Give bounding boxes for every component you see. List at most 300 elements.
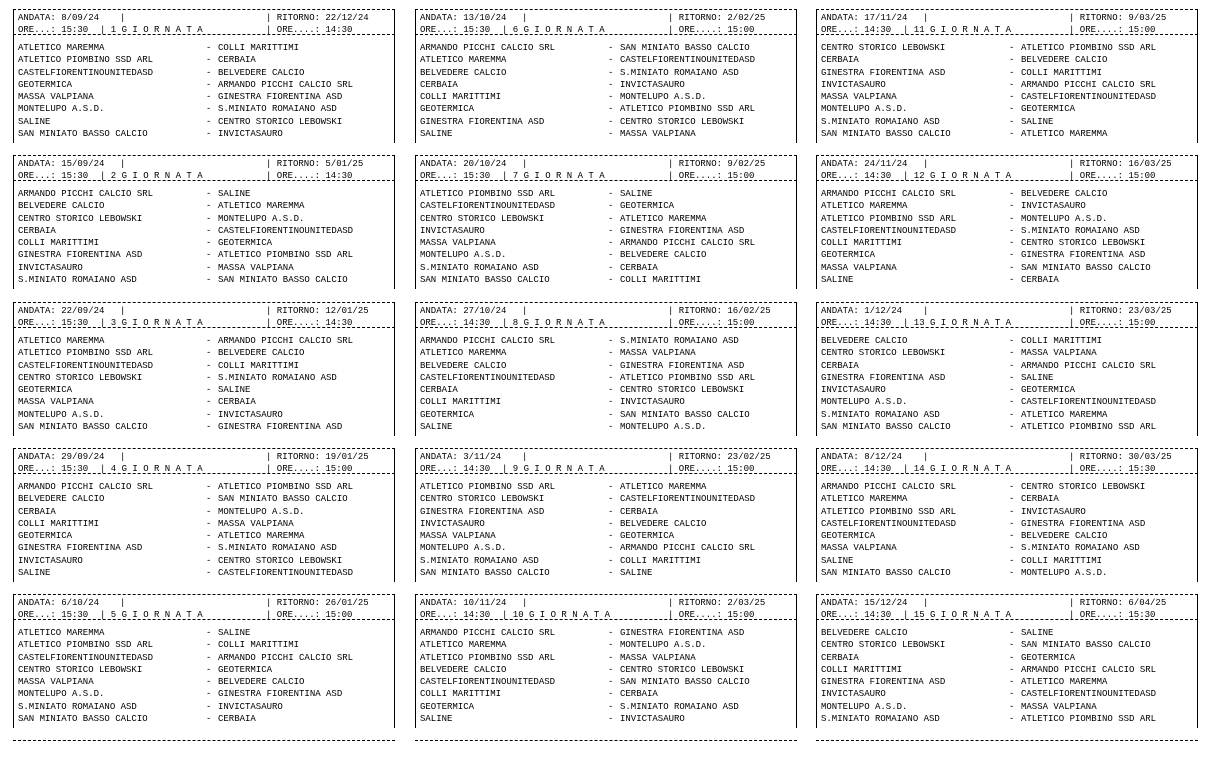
ritorno-date: | RITORNO: 2/02/25 xyxy=(668,13,766,23)
away-team: ARMANDO PICCHI CALCIO SRL xyxy=(620,238,756,249)
home-team: MASSA VALPIANA xyxy=(420,238,496,249)
match-dash: - xyxy=(608,664,614,675)
round-header-line-times xyxy=(817,170,1197,182)
match-row xyxy=(14,347,394,359)
away-team: COLLI MARITTIMI xyxy=(1021,336,1103,346)
round-header-line-dates xyxy=(14,158,394,170)
match-row xyxy=(817,372,1197,384)
home-team: ARMANDO PICCHI CALCIO SRL xyxy=(420,336,556,346)
match-dash: - xyxy=(206,275,212,286)
match-dash: - xyxy=(1009,506,1015,517)
andata-date: ANDATA: 8/12/24 xyxy=(821,452,903,462)
match-dash: - xyxy=(1009,348,1015,359)
away-team: INVICTASAURO xyxy=(1021,201,1086,212)
home-team: GEOTERMICA xyxy=(420,104,475,115)
home-team: S.MINIATO ROMAIANO ASD xyxy=(420,555,539,566)
home-team: SAN MINIATO BASSO CALCIO xyxy=(18,422,148,433)
match-row xyxy=(817,652,1197,664)
andata-time: ORE...: 14:30 xyxy=(821,464,892,474)
round-header-line-dates xyxy=(416,158,796,170)
match-dash: - xyxy=(608,201,614,212)
home-team: GEOTERMICA xyxy=(821,250,876,261)
home-team: GEOTERMICA xyxy=(821,531,876,542)
match-row xyxy=(817,42,1197,54)
home-team: GEOTERMICA xyxy=(18,79,73,90)
home-team: S.MINIATO ROMAIANO ASD xyxy=(821,409,940,420)
home-team: COLLI MARITTIMI xyxy=(821,664,903,675)
match-dash: - xyxy=(608,494,614,505)
match-row xyxy=(817,213,1197,225)
match-dash: - xyxy=(206,640,212,651)
away-team: GINESTRA FIORENTINA ASD xyxy=(218,92,343,103)
match-list xyxy=(816,328,1198,436)
match-row xyxy=(416,67,796,79)
home-team: COLLI MARITTIMI xyxy=(18,518,100,529)
home-team: SALINE xyxy=(18,116,51,127)
match-row xyxy=(14,664,394,676)
match-row xyxy=(14,372,394,384)
round-header-line-dates xyxy=(14,451,394,463)
round-header xyxy=(415,594,797,619)
away-team: INVICTASAURO xyxy=(620,79,685,90)
match-row xyxy=(14,506,394,518)
match-dash: - xyxy=(1009,518,1015,529)
match-row xyxy=(416,676,796,688)
giornata-title: | 3 G I O R N A T A xyxy=(100,318,203,328)
match-dash: - xyxy=(206,555,212,566)
away-team: GEOTERMICA xyxy=(1021,104,1076,115)
match-dash: - xyxy=(1009,225,1015,236)
away-team: SALINE xyxy=(1021,372,1054,383)
home-team: ATLETICO PIOMBINO SSD ARL xyxy=(18,348,154,359)
round-block xyxy=(816,302,1198,448)
home-team: CASTELFIORENTINOUNITEDASD xyxy=(420,372,556,383)
match-row xyxy=(14,713,394,725)
away-team: ATLETICO MAREMMA xyxy=(1021,677,1108,688)
match-dash: - xyxy=(608,79,614,90)
away-team: CASTELFIORENTINOUNITEDASD xyxy=(1021,92,1157,103)
away-team: CASTELFIORENTINOUNITEDASD xyxy=(218,568,354,579)
home-team: GEOTERMICA xyxy=(18,531,73,542)
match-row xyxy=(14,360,394,372)
away-team: ARMANDO PICCHI CALCIO SRL xyxy=(1021,664,1157,675)
round-header-line-dates xyxy=(416,597,796,609)
home-team: MASSA VALPIANA xyxy=(18,677,94,688)
home-team: ATLETICO PIOMBINO SSD ARL xyxy=(420,482,556,492)
home-team: CASTELFIORENTINOUNITEDASD xyxy=(420,201,556,212)
home-team: GEOTERMICA xyxy=(420,409,475,420)
andata-time: ORE...: 14:30 xyxy=(821,171,892,181)
match-row xyxy=(416,237,796,249)
round-header-line-dates xyxy=(817,451,1197,463)
match-dash: - xyxy=(206,628,212,638)
round-header-line-dates xyxy=(14,305,394,317)
round-header-line-dates xyxy=(14,597,394,609)
away-team: CENTRO STORICO LEBOWSKI xyxy=(620,116,745,127)
home-team: SALINE xyxy=(821,275,854,286)
match-row xyxy=(416,506,796,518)
ritorno-time: | ORE....: 15:30 xyxy=(1069,464,1156,474)
away-team: S.MINIATO ROMAIANO ASD xyxy=(218,372,337,383)
home-team: CENTRO STORICO LEBOWSKI xyxy=(18,664,143,675)
away-team: COLLI MARITTIMI xyxy=(620,555,702,566)
match-dash: - xyxy=(206,568,212,579)
home-team: CENTRO STORICO LEBOWSKI xyxy=(420,213,545,224)
match-dash: - xyxy=(608,385,614,396)
away-team: COLLI MARITTIMI xyxy=(218,43,300,53)
match-dash: - xyxy=(1009,238,1015,249)
home-team: ATLETICO MAREMMA xyxy=(18,336,105,346)
home-team: INVICTASAURO xyxy=(821,385,886,396)
giornata-title: | 2 G I O R N A T A xyxy=(100,171,203,181)
round-header-line-times xyxy=(817,24,1197,36)
match-dash: - xyxy=(1009,67,1015,78)
away-team: S.MINIATO ROMAIANO ASD xyxy=(620,701,739,712)
home-team: SAN MINIATO BASSO CALCIO xyxy=(420,275,550,286)
match-dash: - xyxy=(206,189,212,199)
home-team: S.MINIATO ROMAIANO ASD xyxy=(821,116,940,127)
match-row xyxy=(416,188,796,200)
away-team: S.MINIATO ROMAIANO ASD xyxy=(620,336,739,346)
home-team: SAN MINIATO BASSO CALCIO xyxy=(18,129,148,140)
match-row xyxy=(817,493,1197,505)
round-header xyxy=(13,594,395,619)
away-team: GINESTRA FIORENTINA ASD xyxy=(620,225,745,236)
home-team: INVICTASAURO xyxy=(18,555,83,566)
match-row xyxy=(14,237,394,249)
match-row xyxy=(14,79,394,91)
home-team: GEOTERMICA xyxy=(420,701,475,712)
away-team: S.MINIATO ROMAIANO ASD xyxy=(218,104,337,115)
ritorno-time: | ORE....: 15:00 xyxy=(266,610,353,620)
match-dash: - xyxy=(206,652,212,663)
andata-time: ORE...: 14:30 xyxy=(821,25,892,35)
round-header-line-times xyxy=(14,463,394,475)
andata-date: ANDATA: 15/09/24 xyxy=(18,159,105,169)
match-dash: - xyxy=(608,568,614,579)
round-header xyxy=(816,155,1198,180)
home-team: GEOTERMICA xyxy=(18,385,73,396)
match-list xyxy=(415,181,797,289)
andata-time: ORE...: 15:30 xyxy=(18,464,89,474)
home-team: ATLETICO PIOMBINO SSD ARL xyxy=(18,640,154,651)
match-row xyxy=(14,701,394,713)
match-row xyxy=(416,713,796,725)
match-row xyxy=(416,360,796,372)
match-dash: - xyxy=(1009,664,1015,675)
match-row xyxy=(416,347,796,359)
home-team: CERBAIA xyxy=(821,55,859,66)
match-row xyxy=(14,676,394,688)
ritorno-time: | ORE....: 15:00 xyxy=(668,610,755,620)
round-header-line-times xyxy=(416,317,796,329)
ritorno-date: | RITORNO: 23/03/25 xyxy=(1069,306,1172,316)
round-header xyxy=(13,155,395,180)
home-team: GINESTRA FIORENTINA ASD xyxy=(18,250,143,261)
home-team: SALINE xyxy=(420,129,453,140)
match-row xyxy=(416,518,796,530)
andata-date: ANDATA: 27/10/24 xyxy=(420,306,507,316)
match-row xyxy=(817,396,1197,408)
round-block xyxy=(13,448,395,594)
away-team: CERBAIA xyxy=(1021,494,1059,505)
away-team: SALINE xyxy=(218,189,251,199)
home-team: INVICTASAURO xyxy=(18,262,83,273)
away-team: S.MINIATO ROMAIANO ASD xyxy=(1021,543,1140,554)
match-dash: - xyxy=(206,422,212,433)
round-header-line-dates xyxy=(817,12,1197,24)
match-dash: - xyxy=(1009,409,1015,420)
match-row xyxy=(817,506,1197,518)
match-row xyxy=(817,713,1197,725)
home-team: COLLI MARITTIMI xyxy=(821,238,903,249)
home-team: COLLI MARITTIMI xyxy=(420,397,502,408)
giornata-title: | 14 G I O R N A T A xyxy=(903,464,1012,474)
match-dash: - xyxy=(1009,275,1015,286)
match-dash: - xyxy=(206,494,212,505)
match-row xyxy=(14,396,394,408)
away-team: GINESTRA FIORENTINA ASD xyxy=(1021,250,1146,261)
andata-date: ANDATA: 1/12/24 xyxy=(821,306,903,316)
match-row xyxy=(416,530,796,542)
home-team: BELVEDERE CALCIO xyxy=(420,664,507,675)
match-row xyxy=(416,91,796,103)
andata-date: ANDATA: 24/11/24 xyxy=(821,159,908,169)
match-row xyxy=(416,54,796,66)
round-header-line-times xyxy=(14,609,394,621)
home-team: S.MINIATO ROMAIANO ASD xyxy=(18,275,137,286)
home-team: SAN MINIATO BASSO CALCIO xyxy=(821,422,951,433)
away-team: ATLETICO PIOMBINO SSD ARL xyxy=(1021,714,1157,725)
header-divider: | xyxy=(522,13,528,23)
match-dash: - xyxy=(1009,555,1015,566)
header-divider: | xyxy=(522,598,528,608)
match-row xyxy=(817,347,1197,359)
home-team: INVICTASAURO xyxy=(420,225,485,236)
away-team: INVICTASAURO xyxy=(1021,506,1086,517)
away-team: ARMANDO PICCHI CALCIO SRL xyxy=(1021,79,1157,90)
round-header-line-dates xyxy=(416,305,796,317)
round-block xyxy=(816,594,1198,740)
away-team: COLLI MARITTIMI xyxy=(1021,67,1103,78)
match-dash: - xyxy=(608,372,614,383)
match-dash: - xyxy=(206,92,212,103)
match-row xyxy=(416,481,796,493)
home-team: GINESTRA FIORENTINA ASD xyxy=(420,506,545,517)
match-dash: - xyxy=(608,116,614,127)
match-dash: - xyxy=(206,409,212,420)
away-team: BELVEDERE CALCIO xyxy=(218,348,305,359)
away-team: CASTELFIORENTINOUNITEDASD xyxy=(1021,689,1157,700)
home-team: CENTRO STORICO LEBOWSKI xyxy=(821,43,946,53)
away-team: INVICTASAURO xyxy=(218,409,283,420)
match-dash: - xyxy=(608,360,614,371)
away-team: GEOTERMICA xyxy=(620,531,675,542)
match-list xyxy=(816,620,1198,728)
match-row xyxy=(817,664,1197,676)
match-row xyxy=(817,335,1197,347)
away-team: GINESTRA FIORENTINA ASD xyxy=(620,628,745,638)
match-dash: - xyxy=(206,129,212,140)
andata-time: ORE...: 15:30 xyxy=(18,171,89,181)
match-row xyxy=(14,103,394,115)
match-row xyxy=(14,639,394,651)
match-row xyxy=(416,664,796,676)
match-dash: - xyxy=(608,652,614,663)
home-team: MONTELUPO A.S.D. xyxy=(821,104,908,115)
match-dash: - xyxy=(206,262,212,273)
round-block xyxy=(415,302,797,448)
match-row xyxy=(817,67,1197,79)
andata-date: ANDATA: 22/09/24 xyxy=(18,306,105,316)
match-row xyxy=(416,555,796,567)
away-team: SAN MINIATO BASSO CALCIO xyxy=(620,43,750,53)
home-team: MONTELUPO A.S.D. xyxy=(18,409,105,420)
away-team: ATLETICO MAREMMA xyxy=(218,201,305,212)
home-team: ATLETICO MAREMMA xyxy=(18,628,105,638)
ritorno-time: | ORE....: 15:00 xyxy=(1069,25,1156,35)
away-team: CASTELFIORENTINOUNITEDASD xyxy=(620,494,756,505)
away-team: ATLETICO MAREMMA xyxy=(620,213,707,224)
match-list xyxy=(415,328,797,436)
ritorno-date: | RITORNO: 5/01/25 xyxy=(266,159,364,169)
match-dash: - xyxy=(1009,92,1015,103)
home-team: ATLETICO MAREMMA xyxy=(420,55,507,66)
home-team: ARMANDO PICCHI CALCIO SRL xyxy=(420,628,556,638)
home-team: ARMANDO PICCHI CALCIO SRL xyxy=(821,189,957,199)
away-team: GEOTERMICA xyxy=(1021,385,1076,396)
match-row xyxy=(14,225,394,237)
match-row xyxy=(416,627,796,639)
header-divider: | xyxy=(120,159,126,169)
round-header-line-times xyxy=(14,24,394,36)
giornata-title: | 15 G I O R N A T A xyxy=(903,610,1012,620)
home-team: S.MINIATO ROMAIANO ASD xyxy=(18,701,137,712)
match-list xyxy=(13,328,395,436)
away-team: CENTRO STORICO LEBOWSKI xyxy=(1021,238,1146,249)
match-row xyxy=(817,409,1197,421)
andata-date: ANDATA: 20/10/24 xyxy=(420,159,507,169)
match-row xyxy=(14,91,394,103)
round-block xyxy=(415,155,797,301)
away-team: MONTELUPO A.S.D. xyxy=(1021,568,1108,579)
match-dash: - xyxy=(206,213,212,224)
match-row xyxy=(817,676,1197,688)
andata-time: ORE...: 15:30 xyxy=(18,318,89,328)
match-dash: - xyxy=(608,701,614,712)
away-team: MASSA VALPIANA xyxy=(620,129,696,140)
home-team: ARMANDO PICCHI CALCIO SRL xyxy=(18,189,154,199)
match-row xyxy=(817,79,1197,91)
match-dash: - xyxy=(1009,543,1015,554)
match-dash: - xyxy=(608,348,614,359)
match-row xyxy=(817,627,1197,639)
match-dash: - xyxy=(1009,43,1015,53)
home-team: ATLETICO PIOMBINO SSD ARL xyxy=(821,506,957,517)
match-row xyxy=(14,274,394,286)
match-dash: - xyxy=(206,372,212,383)
match-dash: - xyxy=(206,677,212,688)
match-dash: - xyxy=(206,482,212,492)
home-team: CASTELFIORENTINOUNITEDASD xyxy=(18,67,154,78)
match-row xyxy=(14,200,394,212)
away-team: MASSA VALPIANA xyxy=(1021,701,1097,712)
header-divider: | xyxy=(120,13,126,23)
match-row xyxy=(416,249,796,261)
round-block xyxy=(415,9,797,155)
match-dash: - xyxy=(608,129,614,140)
away-team: SALINE xyxy=(218,385,251,396)
home-team: BELVEDERE CALCIO xyxy=(420,67,507,78)
home-team: MASSA VALPIANA xyxy=(18,92,94,103)
match-dash: - xyxy=(206,689,212,700)
match-list xyxy=(415,620,797,728)
away-team: ATLETICO MAREMMA xyxy=(620,482,707,492)
home-team: CASTELFIORENTINOUNITEDASD xyxy=(420,677,556,688)
giornata-title: | 10 G I O R N A T A xyxy=(502,610,611,620)
match-row xyxy=(416,652,796,664)
match-row xyxy=(416,396,796,408)
ritorno-time: | ORE....: 15:00 xyxy=(668,25,755,35)
away-team: INVICTASAURO xyxy=(218,129,283,140)
match-row xyxy=(14,54,394,66)
away-team: BELVEDERE CALCIO xyxy=(1021,189,1108,199)
match-row xyxy=(416,116,796,128)
match-dash: - xyxy=(1009,677,1015,688)
round-header-line-times xyxy=(14,170,394,182)
round-header-line-times xyxy=(817,463,1197,475)
match-dash: - xyxy=(206,518,212,529)
away-team: ATLETICO PIOMBINO SSD ARL xyxy=(218,250,354,261)
match-row xyxy=(416,567,796,579)
away-team: BELVEDERE CALCIO xyxy=(218,677,305,688)
home-team: GINESTRA FIORENTINA ASD xyxy=(821,677,946,688)
away-team: MONTELUPO A.S.D. xyxy=(1021,213,1108,224)
header-divider: | xyxy=(923,306,929,316)
away-team: ARMANDO PICCHI CALCIO SRL xyxy=(1021,360,1157,371)
andata-time: ORE...: 15:30 xyxy=(18,25,89,35)
match-row xyxy=(416,335,796,347)
match-row xyxy=(817,481,1197,493)
home-team: S.MINIATO ROMAIANO ASD xyxy=(420,262,539,273)
match-row xyxy=(817,530,1197,542)
match-row xyxy=(817,274,1197,286)
home-team: ATLETICO MAREMMA xyxy=(420,640,507,651)
ritorno-time: | ORE....: 14:30 xyxy=(266,25,353,35)
match-dash: - xyxy=(608,518,614,529)
home-team: GINESTRA FIORENTINA ASD xyxy=(420,116,545,127)
match-dash: - xyxy=(1009,262,1015,273)
home-team: ATLETICO MAREMMA xyxy=(18,43,105,53)
round-header-line-dates xyxy=(817,158,1197,170)
andata-date: ANDATA: 8/09/24 xyxy=(18,13,100,23)
match-dash: - xyxy=(206,360,212,371)
giornata-title: | 1 G I O R N A T A xyxy=(100,25,203,35)
match-row xyxy=(416,274,796,286)
round-header xyxy=(816,448,1198,473)
away-team: ATLETICO PIOMBINO SSD ARL xyxy=(1021,422,1157,433)
away-team: CERBAIA xyxy=(620,689,658,700)
home-team: SAN MINIATO BASSO CALCIO xyxy=(420,568,550,579)
round-block xyxy=(415,448,797,594)
away-team: CASTELFIORENTINOUNITEDASD xyxy=(1021,397,1157,408)
home-team: SAN MINIATO BASSO CALCIO xyxy=(821,129,951,140)
ritorno-time: | ORE....: 15:00 xyxy=(668,464,755,474)
away-team: ARMANDO PICCHI CALCIO SRL xyxy=(620,543,756,554)
away-team: CASTELFIORENTINOUNITEDASD xyxy=(218,225,354,236)
round-block xyxy=(415,594,797,740)
round-block xyxy=(13,9,395,155)
